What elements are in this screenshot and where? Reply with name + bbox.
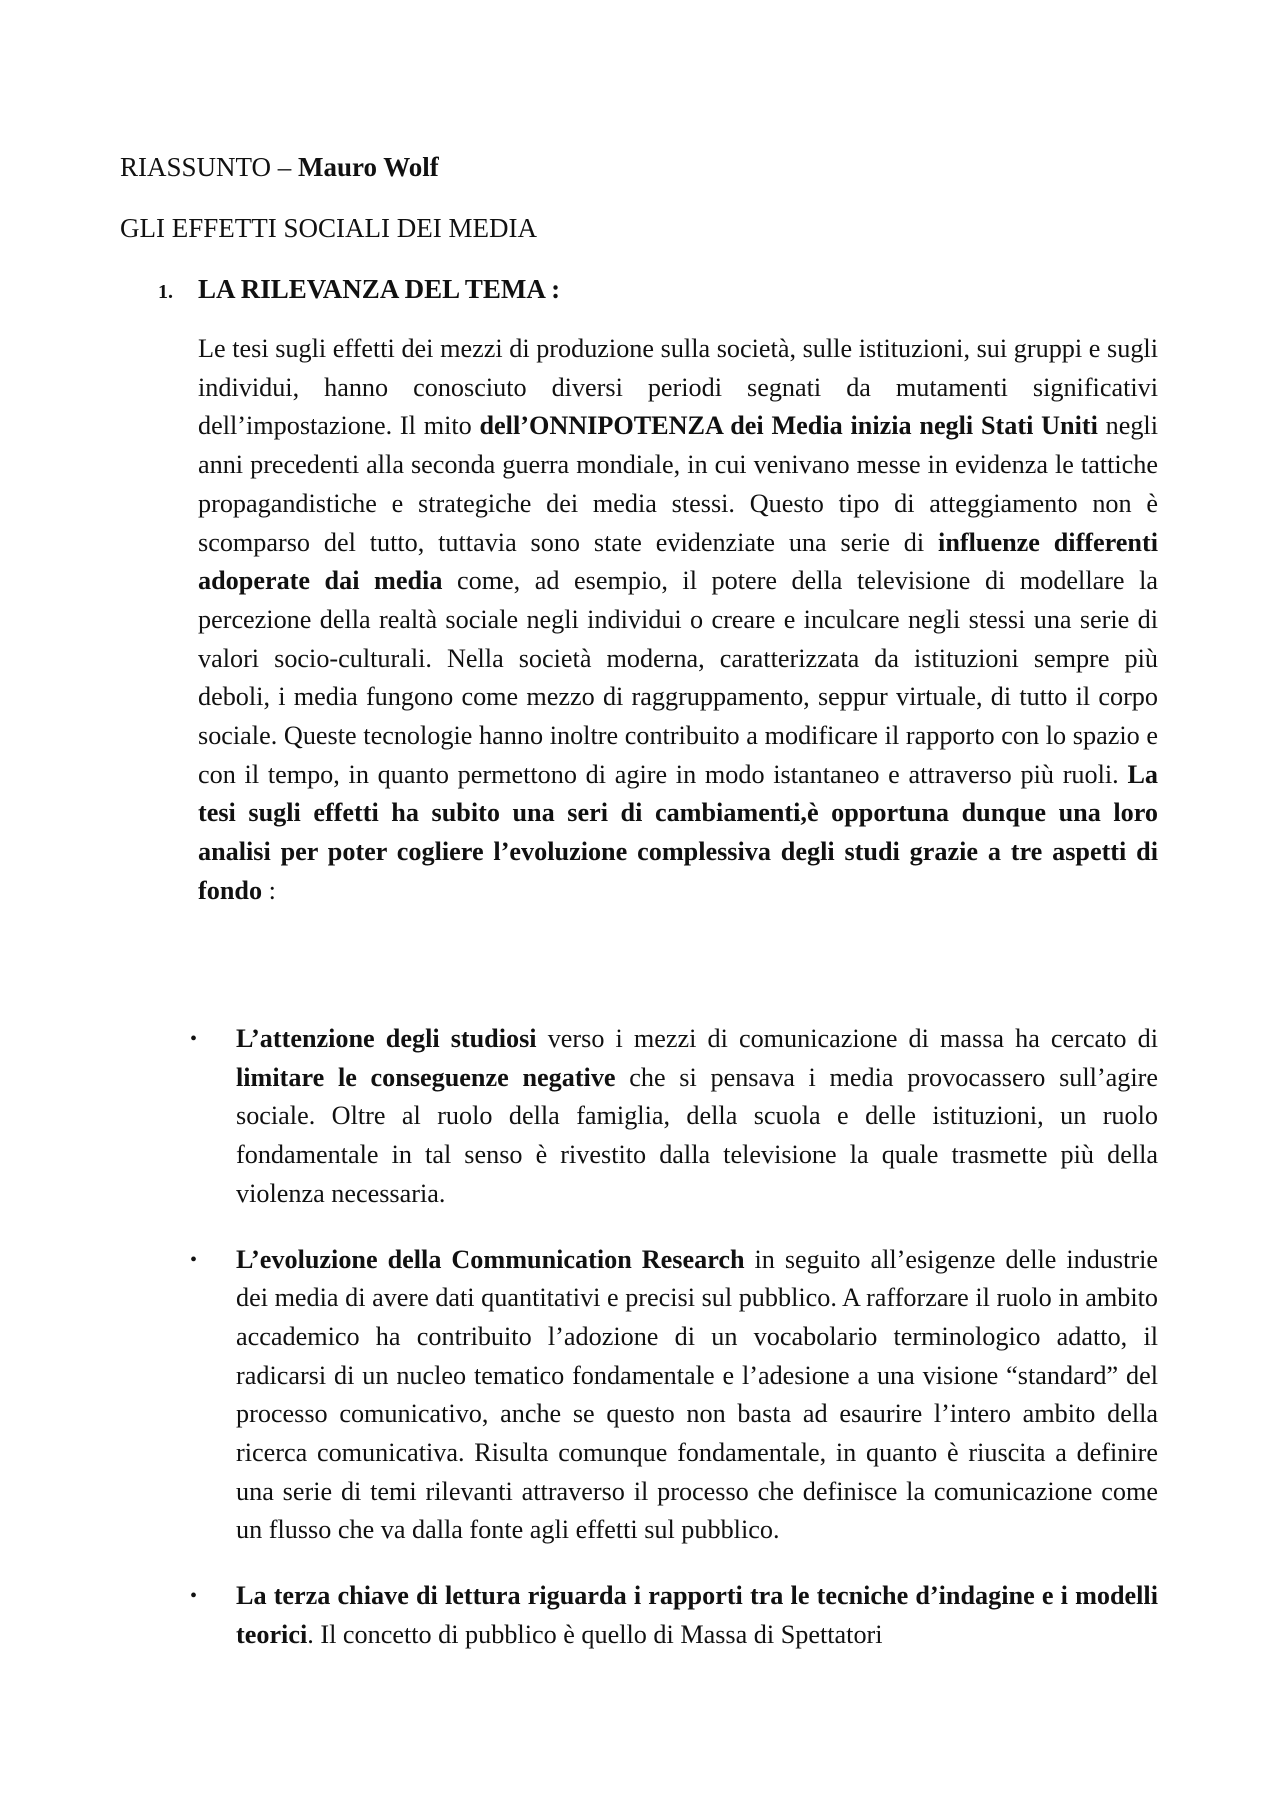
title-plain: RIASSUNTO – — [120, 152, 299, 182]
bullet-text: verso i mezzi di comunicazione di massa ha cercato di — [536, 1024, 1158, 1053]
section-number: 1. — [158, 281, 173, 303]
section-heading-label: LA RILEVANZA DEL TEMA — [198, 274, 545, 304]
intro-text-1: Le tesi sugli effetti dei mezzi di produzione sulla società, sulle istituzioni, sui gruppi e sugli individui, hanno conosciuto diversi periodi segnati da mutamenti significativi dell’impostazione. Il mito — [198, 334, 1158, 441]
bullet-item-communication-research — [190, 1241, 1158, 1551]
intro-bold-2: influenze differenti adoperate dai media — [198, 527, 1158, 596]
bullet-text: in seguito all’esigenze delle industrie dei media di avere dati quantitativi e precisi sul pubblico. A rafforzare il ruolo in ambito accademico ha contribuito l’adozione di un vocabolario terminologico adatto, il radicarsi di un nucleo tematico fondamentale e l’adesione a una visione “standard” del processo comunicativo, anche se questo non basta ad esaurire l’intero ambito della ricerca comunicativa. Risulta comunque fondamentale, in quanto è riuscita a definire una serie di temi rilevanti attraverso il processo che definisce la comunicazione come un flusso che va dalla fonte agli effetti sul pubblico. — [236, 1244, 1158, 1545]
bullet-bold: L’evoluzione della Communication Research — [236, 1244, 745, 1274]
bullet-item-attention — [190, 1020, 1158, 1214]
section-heading-suffix: : — [544, 274, 561, 304]
title-author: Mauro Wolf — [298, 152, 439, 182]
bullet-text: che si pensava i media provocassero sull’agire sociale. Oltre al ruolo della famiglia, della scuola e delle istituzioni, un ruolo fondamentale in tal senso è rivestito dalla televisione la quale trasmette più della violenza necessaria. — [236, 1062, 1159, 1208]
intro-paragraph — [198, 330, 1158, 911]
document-title — [120, 151, 439, 183]
intro-bold-3: La tesi sugli effetti ha subito una seri di cambiamenti,è opportuna dunque una loro analisi per poter cogliere l’evoluzione complessiva degli studi grazie a tre aspetti di fondo — [198, 759, 1158, 905]
bullet-bold: La terza chiave di lettura riguarda i rapporti tra le tecniche d’indagine e i modelli teorici — [236, 1581, 1158, 1649]
bullet-icon: • — [190, 1585, 198, 1608]
intro-bold-1: dell’ONNIPOTENZA dei Media inizia negli Stati Uniti — [479, 411, 1098, 441]
bullet-text: . Il concetto di pubblico è quello di Massa di Spettatori — [307, 1619, 883, 1649]
bullet-item-third-key — [190, 1577, 1158, 1654]
intro-text-3: come, ad esempio, il potere della televisione di modellare la percezione della realtà sociale negli individui o creare e inculcare negli stessi una serie di valori socio-culturali. Nella società moderna, caratterizzata da istituzioni sempre più deboli, i media fungono come mezzo di raggruppamento, seppur virtuale, di tutto il corpo sociale. Queste tecnologie hanno inoltre contribuito a modificare il rapporto con lo spazio e con il tempo, in quanto permettono di agire in modo istantaneo e attraverso più ruoli. — [198, 566, 1159, 789]
intro-text-4: : — [262, 875, 276, 905]
bullet-icon: • — [190, 1028, 198, 1050]
intro-text-2: negli anni precedenti alla seconda guerra mondiale, in cui venivano messe in evidenza le tattiche propagandistiche e strategiche dei media stessi. Questo tipo di atteggiamento non è scomparso del tutto, tuttavia sono state evidenziate una serie di — [198, 411, 1158, 557]
bullet-icon: • — [190, 1248, 198, 1271]
bullet-list — [190, 1020, 1158, 1682]
bullet-bold: limitare le conseguenze negative — [236, 1062, 616, 1092]
bullet-bold: L’attenzione degli studiosi — [236, 1024, 537, 1053]
document-subtitle: GLI EFFETTI SOCIALI DEI MEDIA — [120, 213, 537, 243]
section-heading — [120, 273, 560, 308]
